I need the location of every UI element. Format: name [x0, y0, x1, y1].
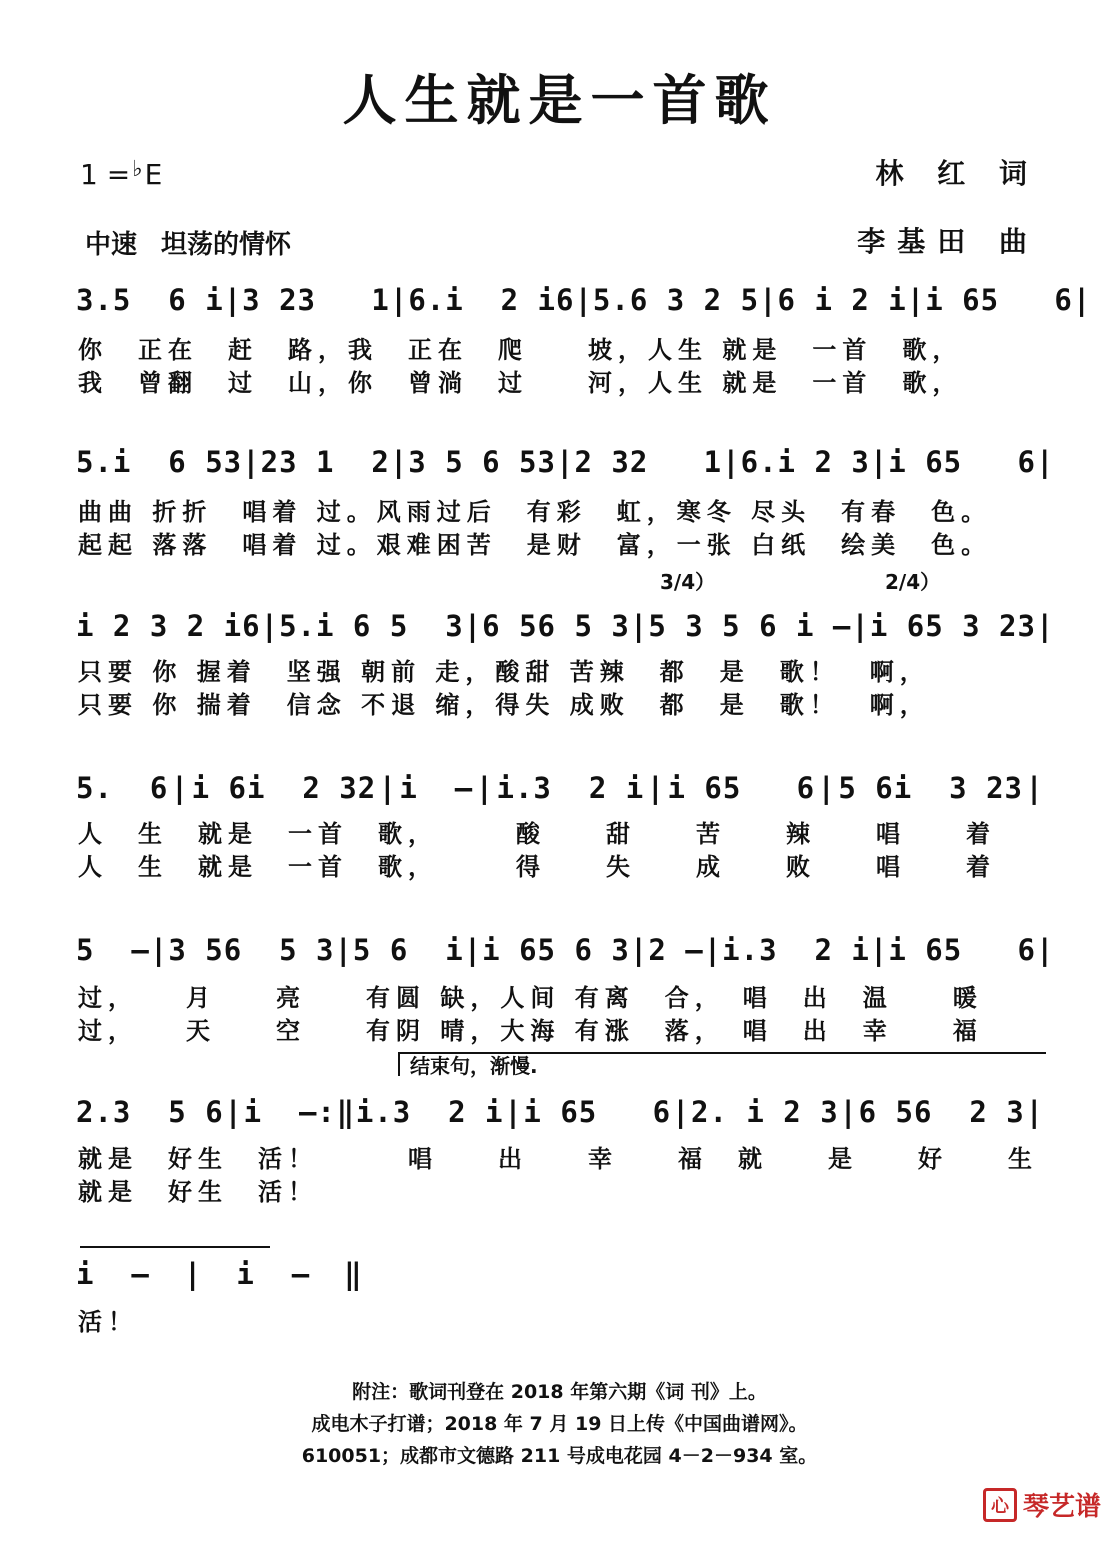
- barline: |: [1025, 1095, 1044, 1129]
- barline: |: [504, 1095, 523, 1129]
- measure: 3 23 1: [242, 283, 390, 317]
- lyric-verse-1: 人 生 就是 一首 歌， 酸 甜 苦 辣 唱 着: [78, 820, 996, 848]
- lyric-verse-2: 过， 天 空 有阴 晴，大海 有涨 落， 唱 出 幸 福: [78, 1017, 983, 1045]
- measure: i —: [236, 1257, 311, 1291]
- lyric-verse-1: 你 正在 赶 路，我 正在 爬 坡，人生 就是 一首 歌，: [78, 336, 963, 364]
- barline: |: [475, 771, 495, 805]
- ending-instruction: 结束句，渐慢.: [410, 1054, 538, 1078]
- barline: |: [1035, 445, 1055, 479]
- lyric-verse-2: 起起 落落 唱着 过。艰难困苦 是财 富，一张 白纸 绘美 色。: [78, 531, 992, 559]
- notation-row-5: [76, 928, 1055, 972]
- lyric-verse-1: 曲曲 折折 唱着 过。风雨过后 有彩 虹，寒冬 尽头 有春 色。: [78, 498, 992, 526]
- measure: i 65 6: [925, 283, 1073, 317]
- barline: |: [1035, 609, 1055, 643]
- measure: i.3 2 i: [496, 771, 645, 805]
- lyric-verse-2: 我 曾翻 过 山，你 曾淌 过 河，人生 就是 一首 歌，: [78, 369, 963, 397]
- barline: |: [224, 1095, 243, 1129]
- measure: i —:: [243, 1095, 336, 1129]
- notation-row-7: [76, 1252, 376, 1296]
- measure: 5. 6: [76, 771, 169, 805]
- measure: 5.i 6 53: [76, 445, 243, 479]
- measure: i 65 6: [667, 771, 816, 805]
- measure: i 65 6: [888, 445, 1036, 479]
- measure: 5.6 3 2 5: [592, 283, 760, 317]
- measure: 5.i 6 5 3: [279, 609, 464, 643]
- final-barline: ‖: [344, 1257, 363, 1291]
- lyric-verse-1: 只要 你 握着 坚强 朝前 走，酸甜 苦辣 都 是 歌！ 啊，: [78, 658, 930, 686]
- measure: 5 6i 3 23: [838, 771, 1023, 805]
- notation-row-2: [76, 440, 1055, 484]
- barline: |: [851, 609, 870, 643]
- ending-bracket-tick: [398, 1052, 400, 1076]
- measure: i 65 3 23: [869, 609, 1036, 643]
- measure: 3 5 6 53: [408, 445, 556, 479]
- barline: |: [906, 283, 926, 317]
- barline: |: [1036, 933, 1055, 967]
- measure: 5 —: [76, 933, 150, 967]
- measure: i.3 2 i: [355, 1095, 504, 1129]
- lyric-verse-1: 活！: [78, 1308, 138, 1336]
- lyric-verse-1: 过， 月 亮 有圆 缺，人间 有离 合， 唱 出 温 暖: [78, 984, 983, 1012]
- footer-note: 附注：歌词刊登在 2018 年第六期《词 刊》上。: [352, 1381, 767, 1403]
- brand-logo-icon: 心: [983, 1488, 1017, 1522]
- lyric-verse-2: 只要 你 揣着 信念 不退 缩，得失 成败 都 是 歌！ 啊，: [78, 691, 930, 719]
- measure: 5 3 5 6 i —: [648, 609, 852, 643]
- barline: |: [170, 771, 190, 805]
- tie-arc: [80, 1246, 270, 1248]
- barline: |: [463, 609, 483, 643]
- song-title: 人生就是一首歌: [342, 69, 777, 132]
- key-note: E: [144, 158, 163, 191]
- measure: i 65 6: [523, 1095, 672, 1129]
- measure: 2.3 5 6: [76, 1095, 224, 1129]
- barline: |: [242, 445, 261, 479]
- tempo-marking: [85, 224, 291, 261]
- time-signature-mark: 3/4）: [660, 570, 716, 594]
- measure: i 65 6: [888, 933, 1037, 967]
- barline: |: [817, 771, 836, 805]
- footer-note: 成电木子打谱；2018 年 7 月 19 日上传《中国曲谱网》。: [311, 1413, 808, 1435]
- measure: i —: [76, 1257, 150, 1291]
- notation-row-6: [76, 1090, 1044, 1134]
- barline: |: [463, 933, 483, 967]
- measure: 3.5 6 i: [76, 283, 224, 317]
- measure: 3 56 5 3: [168, 933, 335, 967]
- key-signature: [80, 158, 162, 191]
- lyric-verse-2: 人 生 就是 一首 歌， 得 失 成 败 唱 着: [78, 853, 996, 881]
- composer-credit: 李基田 曲: [857, 225, 1039, 258]
- measure: i 2 3 2 i6: [76, 609, 261, 643]
- barline: |: [555, 445, 575, 479]
- measure: 6 56 2 3: [858, 1095, 1025, 1129]
- barline: |: [389, 445, 409, 479]
- key-prefix: 1 =: [80, 158, 131, 191]
- measure: i 6i 2 32: [191, 771, 377, 805]
- measure: 6 i 2 i: [777, 283, 907, 317]
- barline: |: [629, 933, 649, 967]
- barline: |: [574, 283, 593, 317]
- brand-name: 琴艺谱: [1022, 1492, 1101, 1522]
- lyric-verse-2: 就是 好生 活！: [78, 1178, 318, 1206]
- barline: |: [869, 933, 889, 967]
- lyric-verse-1: 就是 好生 活！ 唱 出 幸 福 就 是 好 生: [78, 1145, 1038, 1173]
- measure: 2 —: [648, 933, 704, 967]
- time-signature-mark: 2/4）: [885, 570, 941, 594]
- barline: |: [1025, 771, 1044, 805]
- flat-symbol: ♭: [132, 157, 143, 182]
- barline: |: [1072, 283, 1092, 317]
- barline: |: [839, 1095, 858, 1129]
- measure: 23 1 2: [260, 445, 390, 479]
- repeat-barline: ‖: [336, 1095, 356, 1129]
- barline: |: [629, 609, 649, 643]
- brand-logo: [983, 1486, 1101, 1523]
- tempo-speed: 中速: [85, 230, 138, 260]
- notation-row-1: [76, 278, 1092, 322]
- measure: 6.i 2 i6: [408, 283, 575, 317]
- barline: |: [334, 933, 353, 967]
- footer-note: 610051；成都市文德路 211 号成电花园 4－2－934 室。: [301, 1445, 818, 1467]
- barline: |: [149, 933, 169, 967]
- barline: |: [223, 283, 243, 317]
- barline: |: [671, 1095, 691, 1129]
- measure: 2. i 2 3: [691, 1095, 839, 1129]
- measure: 2 32 1: [574, 445, 723, 479]
- barline: |: [646, 771, 666, 805]
- barline: |: [183, 1257, 203, 1291]
- measure: 6.i 2 3: [740, 445, 870, 479]
- barline: |: [378, 771, 398, 805]
- measure: i.3 2 i: [722, 933, 870, 967]
- barline: |: [703, 933, 723, 967]
- barline: |: [759, 283, 778, 317]
- notation-row-4: [76, 766, 1044, 810]
- barline: |: [260, 609, 280, 643]
- barline: |: [869, 445, 889, 479]
- tempo-mood: 坦荡的情怀: [161, 230, 292, 260]
- notation-row-3: [76, 604, 1055, 648]
- measure: i —: [399, 771, 474, 805]
- measure: 6 56 5 3: [482, 609, 630, 643]
- barline: |: [722, 445, 741, 479]
- barline: |: [389, 283, 409, 317]
- lyricist-credit: 林 红 词: [875, 157, 1039, 190]
- measure: i 65 6 3: [482, 933, 630, 967]
- measure: 5 6 i: [352, 933, 464, 967]
